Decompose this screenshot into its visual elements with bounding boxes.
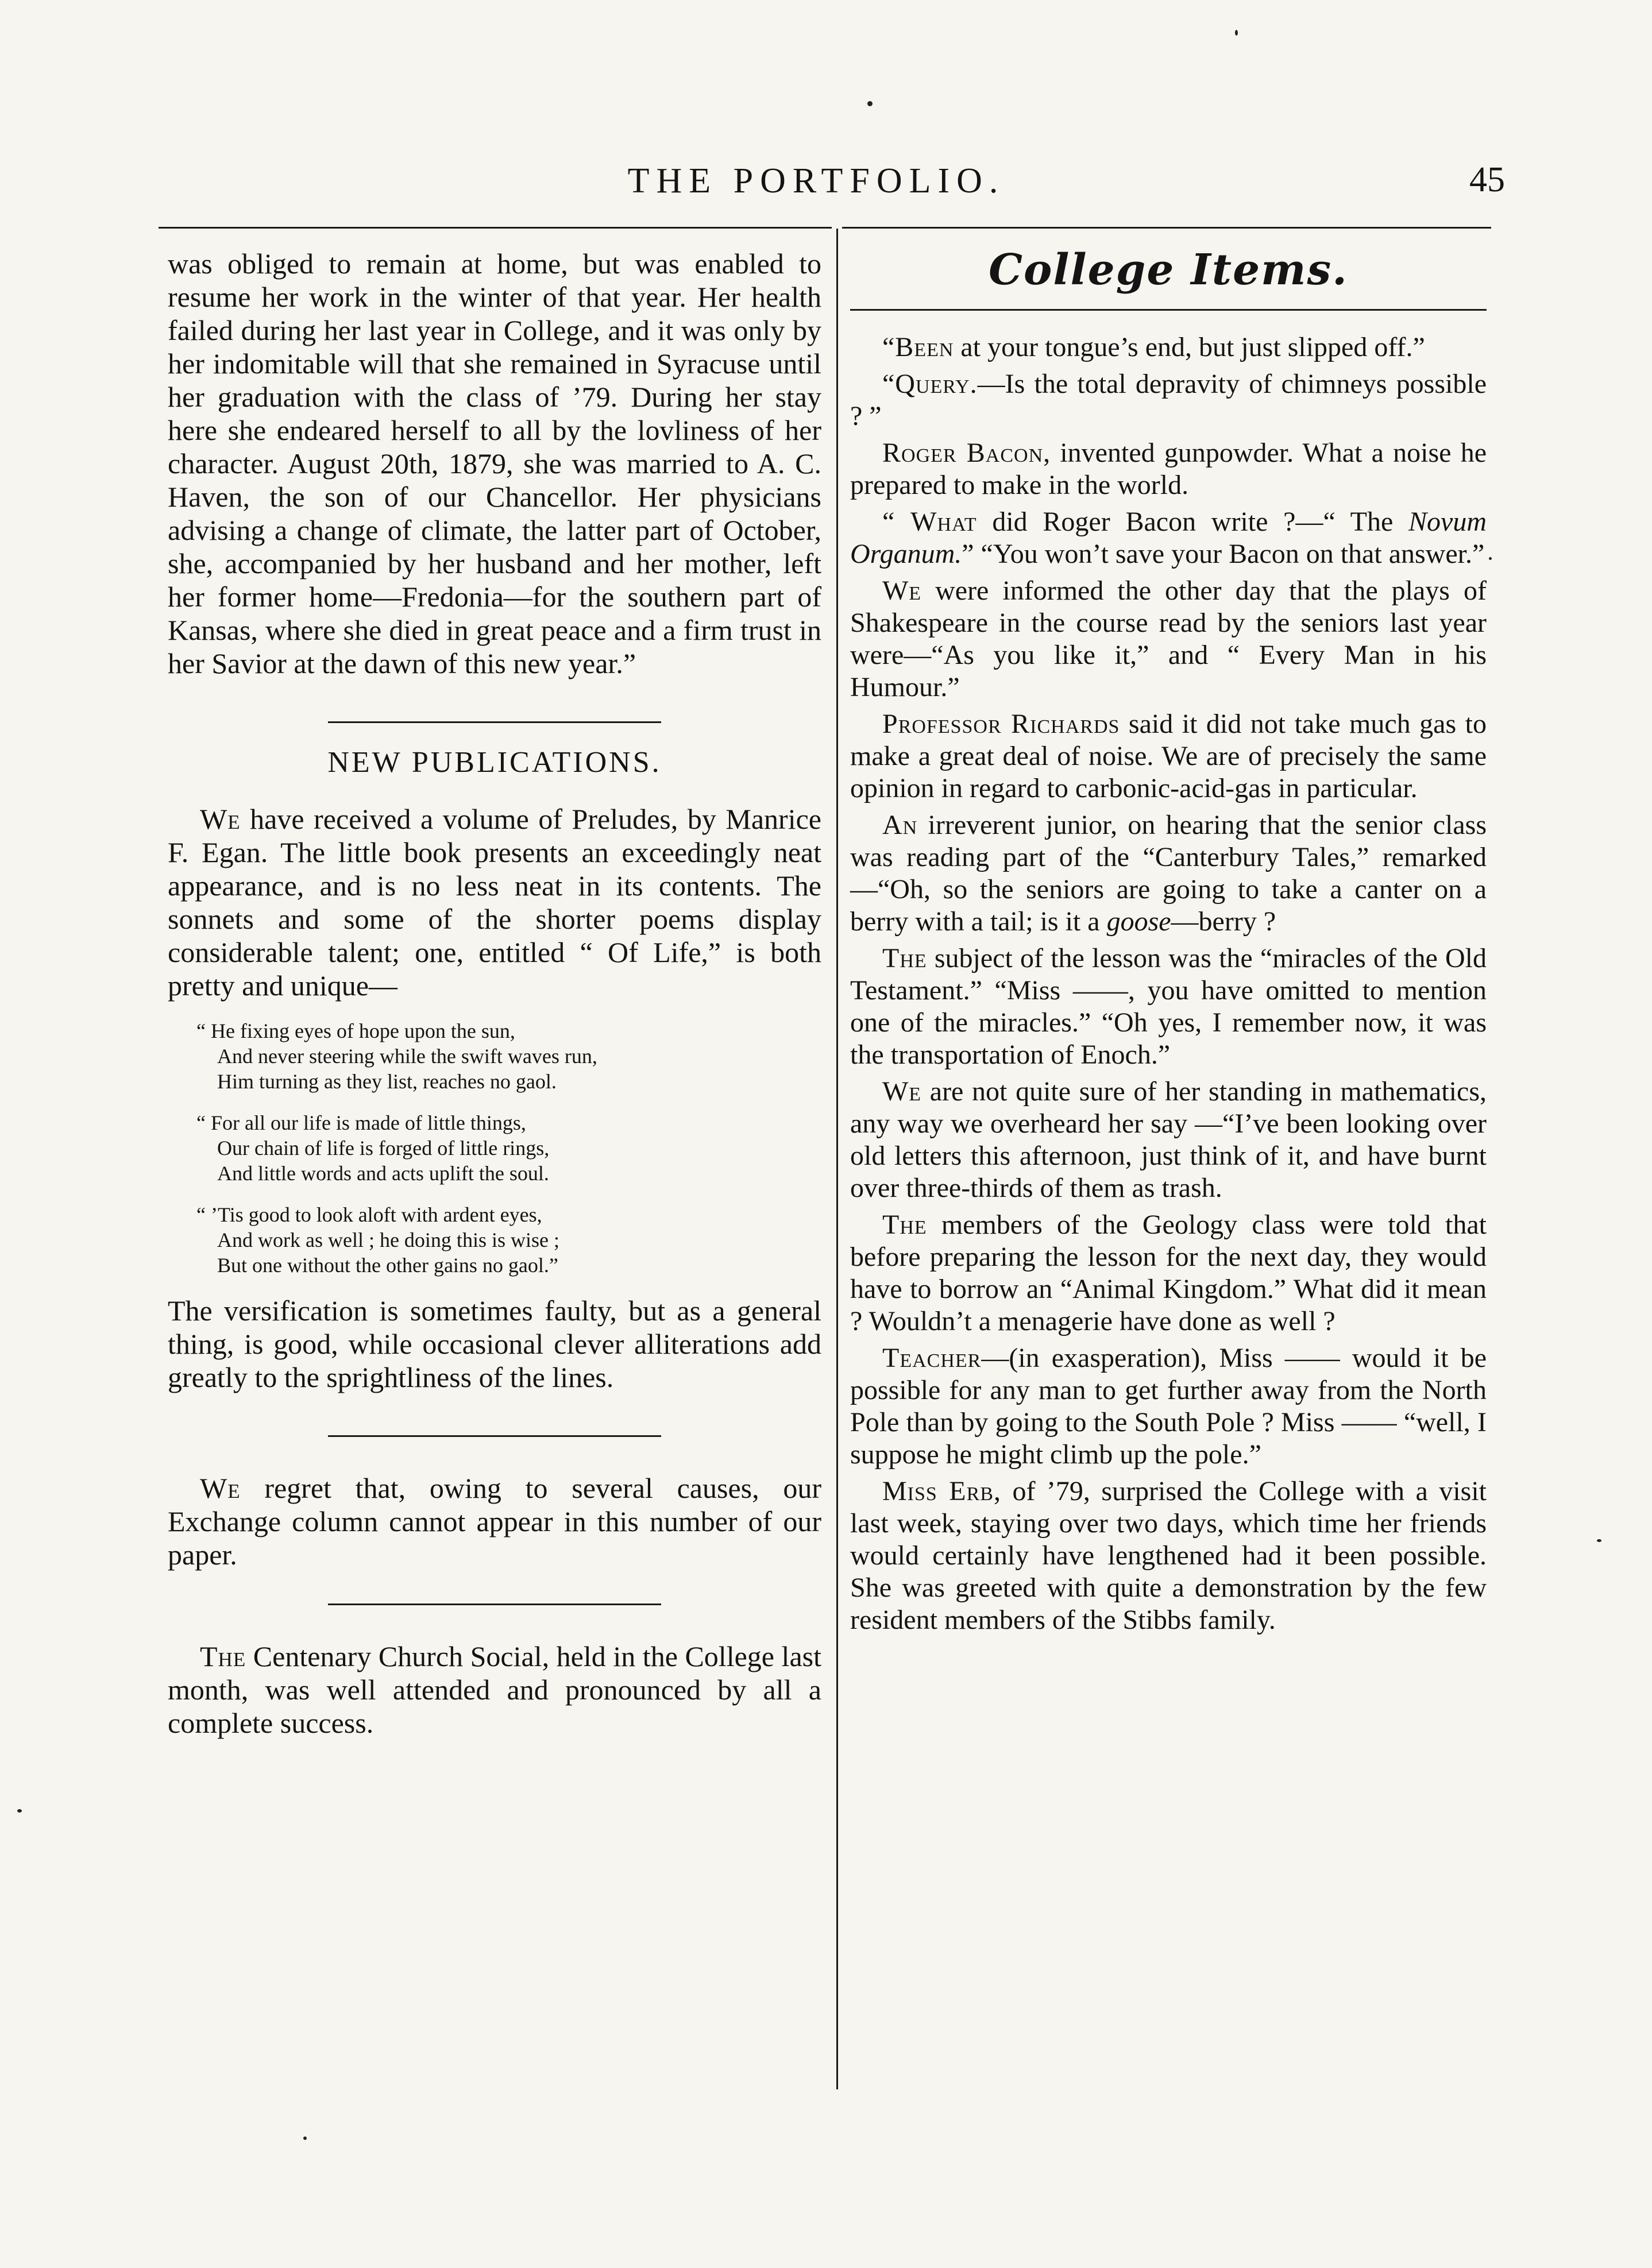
college-item (850, 331, 1487, 364)
item-text-tail: —berry ? (1171, 906, 1276, 937)
item-text: are not quite sure of her standing in mathematics, any way we overheard her say —“I’ve been looking over old letters this afternoon, just think of it, and have burnt over three-thirds of them as trash. (850, 1076, 1487, 1203)
item-lead: An (882, 810, 918, 840)
item-italic: Novum Organum. (850, 507, 1487, 569)
college-item (850, 1475, 1487, 1636)
scan-speck (867, 101, 873, 106)
verse-line: “ For all our life is made of little things, (196, 1111, 526, 1134)
item-lead: The (882, 943, 927, 973)
college-item (850, 575, 1487, 704)
college-item (850, 437, 1487, 501)
item-lead: “Query. (882, 369, 978, 399)
paragraph-text: regret that, owing to several causes, our Exchange column cannot appear in this number of our paper. (168, 1472, 821, 1571)
item-lead: Teacher (882, 1343, 982, 1373)
college-item (850, 708, 1487, 805)
verse-line: And work as well ; he doing this is wise ; (217, 1228, 559, 1251)
college-item (850, 368, 1487, 432)
item-lead: Roger Bacon, (882, 438, 1051, 468)
paragraph-lead: We (200, 1472, 241, 1504)
item-text: invented gunpowder. What a noise he prepared to make in the world. (850, 438, 1487, 500)
college-items-heading: College Items. (989, 245, 1348, 295)
item-text: members of the Geology class were told that before preparing the lesson for the next day, they would have to borrow an “Animal Kingdom.” What did it mean ? Wouldn’t a menagerie have done as well ? (850, 1210, 1487, 1336)
verse-line: But one without the other gains no gaol.” (217, 1254, 558, 1277)
verse-block (196, 1018, 821, 1278)
item-text-tail: ” “You won’t save your Bacon on that answer.” (962, 539, 1485, 569)
scan-speck (303, 2136, 307, 2140)
verse-line: “ He fixing eyes of hope upon the sun, (196, 1019, 515, 1042)
verse-line: Him turning as they list, reaches no gaol. (217, 1070, 557, 1093)
page-number: 45 (1469, 160, 1505, 199)
heading-rule (850, 309, 1487, 311)
header-rule-left (159, 227, 832, 229)
item-text: —Is the total depravity of chimneys possible ? ” (850, 369, 1487, 431)
exchange-paragraph (168, 1471, 821, 1571)
paragraph-text: Centenary Church Social, held in the College last month, was well attended and pronounced by all a complete success. (168, 1640, 821, 1739)
left-column (168, 247, 821, 1740)
verse-line: And little words and acts uplift the soul. (217, 1162, 549, 1185)
column-divider (836, 229, 838, 2089)
scan-speck (17, 1809, 22, 1813)
item-text: were informed the other day that the plays of Shakespeare in the course read by the seniors last year were—“As you like it,” and “ Every Man in his Humour.” (850, 575, 1487, 702)
item-text: —(in exasperation), Miss —— would it be possible for any man to get further away from the North Pole than by going to the South Pole ? Miss —— “well, I suppose he might climb up the pole.” (850, 1343, 1487, 1470)
paragraph-text: have received a volume of Preludes, by Manrice F. Egan. The little book presents an exceedingly neat appearance, and is no less neat in its contents. The sonnets and some of the shorter poems display considerable talent; one, entitled “ Of Life,” is both pretty and unique— (168, 803, 821, 1002)
item-text: of ’79, surprised the College with a visit last week, staying over two days, which time her friends would certainly have lengthened had it been possible. She was greeted with quite a demonstration by the few resident members of the Stibbs family. (850, 1476, 1487, 1635)
item-text: at your tongue’s end, but just slipped off.” (954, 332, 1425, 362)
item-lead: We (882, 575, 922, 606)
scan-speck (1489, 557, 1492, 560)
item-lead: Miss Erb, (882, 1476, 1001, 1506)
item-lead: The (882, 1210, 927, 1240)
scan-speck (1597, 1539, 1601, 1542)
obituary-paragraph: was obliged to remain at home, but was enabled to resume her work in the winter of that year. Her health failed during her last year in College, and it was only by her indomitable will that she remained in Syracuse until her graduation with the class of ’79. During her stay here she endeared herself to all by the lovliness of her character. August 20th, 1879, she was married to A. C. Haven, the son of our Chancellor. Her physicians advising a change of climate, the latter part of October, she, accompanied by her husband and her mother, left her former home—Fredonia—for the southern part of Kansas, where she died in great peace and a firm trust in her Savior at the dawn of this new year.” (168, 248, 821, 679)
item-text: did Roger Bacon write ?—“ The (976, 507, 1409, 537)
item-lead: “Been (882, 332, 954, 362)
section-rule (328, 1604, 661, 1605)
college-item (850, 1076, 1487, 1204)
right-column (850, 247, 1487, 1636)
college-item (850, 506, 1487, 570)
publication-paragraph (168, 802, 821, 1002)
college-item (850, 1342, 1487, 1471)
section-rule (328, 721, 661, 723)
college-item (850, 809, 1487, 938)
paragraph-lead: The (200, 1640, 246, 1672)
college-item (850, 1209, 1487, 1338)
verse-line: “ ’Tis good to look aloft with ardent eyes, (196, 1203, 542, 1226)
item-lead: “ What (882, 507, 977, 537)
verse-stanza (196, 1018, 821, 1094)
item-text: said it did not take much gas to make a great deal of noise. We are of precisely the same opinion in regard to carbonic-acid-gas in particular. (850, 709, 1487, 803)
item-lead: We (882, 1076, 922, 1107)
verse-stanza (196, 1202, 821, 1278)
section-rule (328, 1435, 661, 1437)
item-italic: goose (1106, 906, 1171, 937)
header-rule-right (842, 227, 1491, 229)
item-lead: Professor Richards (882, 709, 1120, 739)
versification-paragraph: The versification is sometimes faulty, but as a general thing, is good, while occasional clever alliterations add greatly to the sprightliness of the lines. (168, 1295, 821, 1393)
social-paragraph (168, 1640, 821, 1740)
item-text: subject of the lesson was the “miracles of the Old Testament.” “Miss ——, you have omitted to mention one of the miracles.” “Oh yes, I remember now, it was the transportation of Enoch.” (850, 943, 1487, 1070)
section-heading: NEW PUBLICATIONS. (327, 746, 662, 779)
verse-line: Our chain of life is forged of little rings, (217, 1137, 550, 1160)
college-item (850, 942, 1487, 1071)
item-text: irreverent junior, on hearing that the senior class was reading part of the “Canterbury Tales,” remarked—“Oh, so the seniors are going to take a canter on a berry with a tail; is it a (850, 810, 1487, 937)
scan-speck (1235, 30, 1238, 36)
verse-line: And never steering while the swift waves run, (217, 1045, 597, 1068)
running-head: THE PORTFOLIO. (627, 161, 1005, 200)
verse-stanza (196, 1110, 821, 1186)
paragraph-lead: We (200, 803, 241, 835)
